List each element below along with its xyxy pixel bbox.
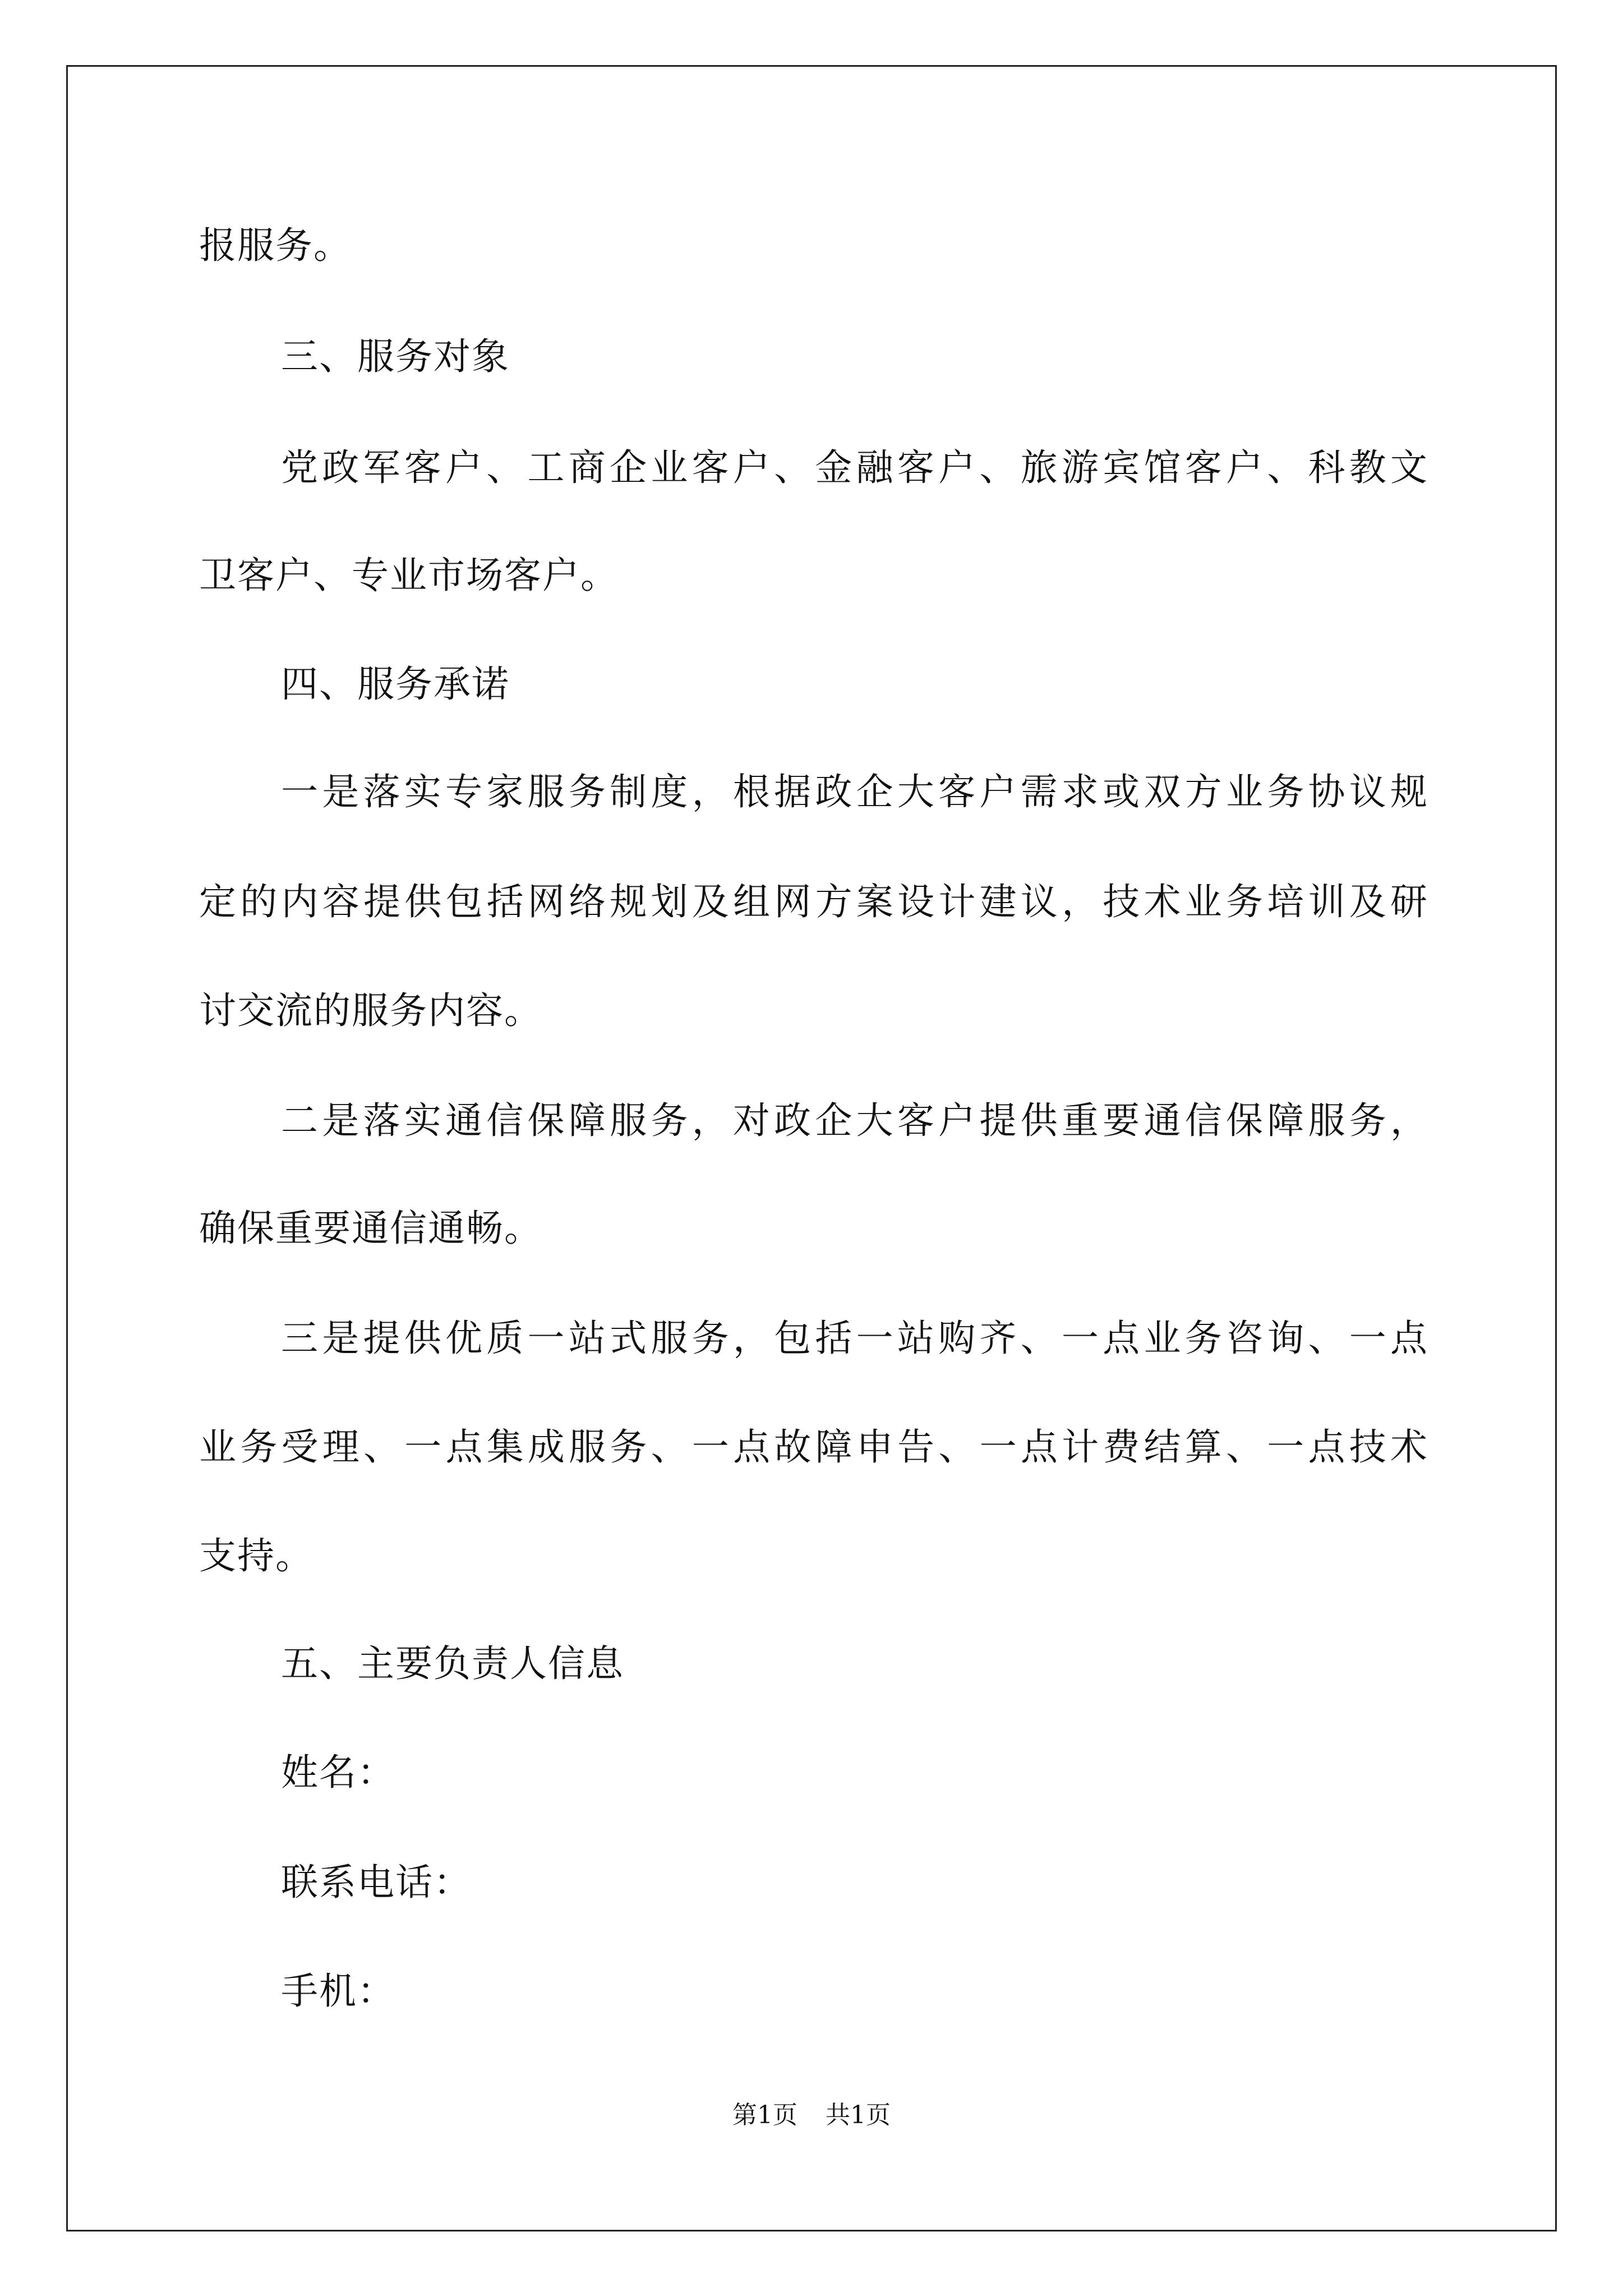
page-number-current: 第1页	[732, 2101, 797, 2129]
phone-field-label: 联系电话：	[281, 1861, 472, 1904]
body-line: 业务受理、一点集成服务、一点故障申告、一点计费结算、一点技术	[199, 1425, 1427, 1469]
body-line: 讨交流的服务内容。	[199, 989, 542, 1032]
page-border	[66, 65, 1557, 2231]
body-line: 二是落实通信保障服务，对政企大客户提供重要通信保障服务，	[281, 1099, 1427, 1142]
body-line: 三是提供优质一站式服务，包括一站购齐、一点业务咨询、一点	[281, 1317, 1427, 1360]
body-line: 党政军客户、工商企业客户、金融客户、旅游宾馆客户、科教文	[281, 446, 1427, 489]
section-heading: 四、服务承诺	[281, 662, 510, 706]
page-footer	[0, 2099, 1623, 2132]
name-field-label: 姓名：	[281, 1751, 395, 1794]
mobile-field-label: 手机：	[281, 1970, 395, 2013]
page-number-total: 共1页	[826, 2101, 891, 2129]
body-line: 一是落实专家服务制度，根据政企大客户需求或双方业务协议规	[281, 770, 1427, 813]
section-heading: 三、服务对象	[281, 335, 510, 378]
section-heading: 五、主要负责人信息	[281, 1642, 624, 1685]
body-line: 定的内容提供包括网络规划及组网方案设计建议，技术业务培训及研	[199, 880, 1427, 923]
body-line: 报服务。	[199, 224, 352, 267]
body-line: 确保重要通信通畅。	[199, 1207, 542, 1250]
body-line: 卫客户、专业市场客户。	[199, 554, 619, 597]
body-line: 支持。	[199, 1534, 313, 1577]
